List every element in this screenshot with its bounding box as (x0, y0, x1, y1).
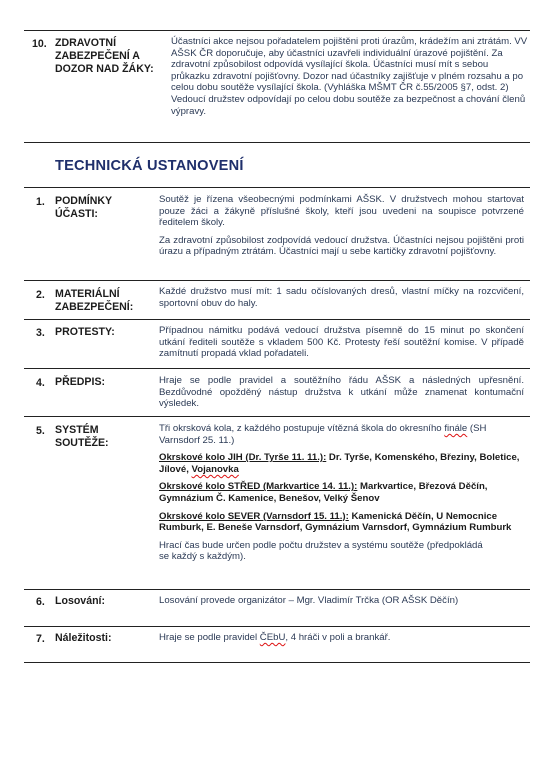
row-number: 4. (36, 377, 45, 389)
row-label: PROTESTY: (55, 326, 115, 338)
text-span: , 4 hráči v poli a brankář. (285, 632, 391, 643)
text-span: (SH Varnsdorf 25. 11.) (159, 423, 487, 446)
rule (24, 187, 530, 188)
rule (24, 416, 530, 417)
rule (24, 30, 530, 31)
text-span: finále (444, 423, 468, 434)
row-label: PŘEDPIS: (55, 376, 106, 388)
row-label: PODMÍNKY ÚČASTI: (55, 195, 112, 220)
row-label: SYSTÉM SOUTĚŽE: (55, 424, 109, 449)
row-number: 7. (36, 633, 45, 645)
rule (24, 368, 530, 369)
paragraph (159, 452, 524, 475)
rule (24, 280, 530, 281)
text-span: Tři okrsková kola, z každého postupuje vítězná škola do okresního (159, 423, 442, 434)
text-span: Hraje se podle pravidel (159, 632, 260, 643)
row-label: MATERIÁLNÍ ZABEZPEČENÍ: (55, 288, 134, 313)
paragraph: Hrací čas bude určen podle počtu družstev a systému soutěže (předpokládá se každý s každým). (159, 539, 483, 563)
row-number: 3. (36, 327, 45, 339)
rule (24, 626, 530, 627)
row-text: Každé družstvo musí mít: 1 sadu očíslovaných dresů, vlastní míčky na rozcvičení, sportovní obuv do haly. (159, 286, 524, 309)
text-span: Markvartice, Březová Děčín, Gymnázium Č. Kamenice, Benešov, Velký Šenov (159, 481, 488, 504)
rule (24, 662, 530, 663)
row-text: Losování provede organizátor – Mgr. Vladimír Trčka (OR AŠSK Děčín) (159, 595, 459, 606)
text-span: Dr. Tyrše, Komenského, Březiny, Boletice, Jílové, (159, 452, 520, 475)
text-span: Vojanovka (191, 463, 239, 475)
row-number: 6. (36, 596, 45, 608)
row-text: Případnou námitku podává vedoucí družstva písemně do 15 minut po skončení utkání řediteli soutěže s vkladem 500 Kč. Protesty řeší soutěžní komise. V případě zamítnutí propadá vklad pořadateli. (159, 325, 524, 360)
paragraph: Za zdravotní způsobilost zodpovídá vedoucí družstva. Účastníci nejsou pojištěni proti úrazu a případným ztrátám. Účastníci mají u sebe kartičky zdravotní pojišťovny. (159, 234, 524, 258)
row-label: ZDRAVOTNÍ ZABEZPEČENÍ A DOZOR NAD ŽÁKY: (55, 37, 154, 75)
paragraph (159, 481, 504, 504)
row-number: 5. (36, 425, 45, 437)
rule (24, 589, 530, 590)
paragraph (159, 511, 519, 534)
text-span: ČEbU (259, 632, 286, 643)
rule (24, 142, 530, 143)
row-text: Hraje se podle pravidel a soutěžního řádu AŠSK a následných upřesnění. Bezdůvodné opožděný nástup družstva k utkání může znamenat kontumační výsledek. (159, 375, 524, 410)
rule (24, 319, 530, 320)
row-number: 1. (36, 196, 45, 208)
row-label: Náležitosti: (55, 632, 112, 644)
row-label: Losování: (55, 595, 106, 607)
row-number: 10. (32, 38, 47, 50)
text-span: Okrskové kolo SEVER (Varnsdorf 15. 11.): (159, 510, 349, 522)
row-text (159, 632, 524, 644)
row-number: 2. (36, 289, 45, 301)
row-text (159, 423, 524, 563)
text-span: Kamenická Děčín, U Nemocnice Rumburk, E. Beneše Varnsdorf, Gymnázium Varnsdorf, Gymnázium Rumburk (159, 510, 512, 534)
row-text: Účastníci akce nejsou pořadatelem pojištěni proti úrazům, krádežím ani ztrátám. VV AŠSK ČR doporučuje, aby účastníci uzavřeli individuální úrazové pojištění. Za zdravotní způsobilost odpovídá vysílající škola. Účastníci musí mít s sebou průkazku zdravotní pojišťovny. Dozor nad účastníky zajišťuje v plném rozsahu a po celou dobu soutěže vysílající škola. (Vyhláška MŠMT ČR č.55/2005 §7, odst. 2) Vedoucí družstev odpovídají po celou dobu soutěže za bezpečnost a chování členů výpravy. (171, 36, 528, 117)
text-span: Okrskové kolo JIH (Dr. Tyrše 11. 11.): (159, 452, 327, 464)
row-text (159, 194, 524, 258)
section-title: TECHNICKÁ USTANOVENÍ (55, 158, 244, 174)
paragraph (159, 423, 499, 446)
paragraph: Soutěž je řízena všeobecnými podmínkami AŠSK. V družstvech mohou startovat pouze žáci a žákyně příslušné školy, kteří jsou uvedeni na soupisce potvrzené ředitelem školy. (159, 194, 524, 229)
text-span: Okrskové kolo STŘED (Markvartice 14. 11.): (159, 481, 358, 493)
